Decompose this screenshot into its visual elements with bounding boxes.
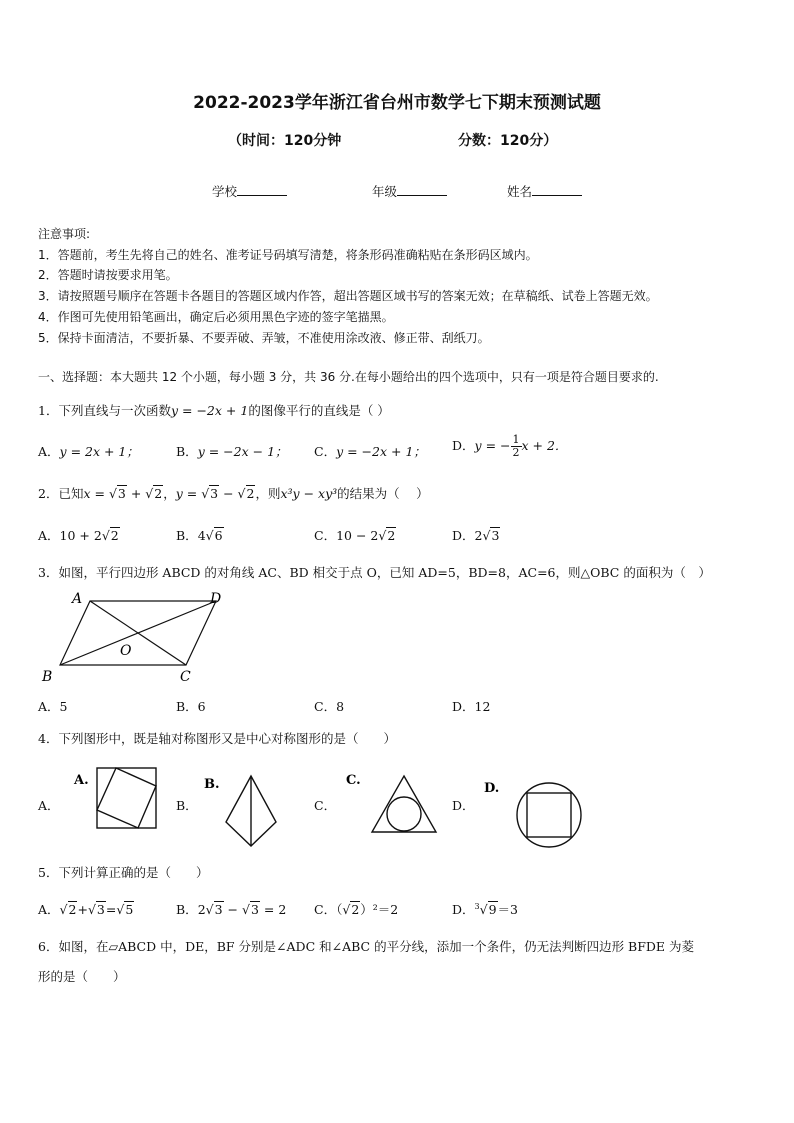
q1-stem: 1．下列直线与一次函数 — [38, 403, 171, 418]
section-heading: 一、选择题：本大题共 12 个小题，每小题 3 分，共 36 分.在每小题给出的四个选项中，只有一项是符合题目要求的. — [38, 370, 659, 384]
q4-option-a: A． — [38, 798, 60, 813]
q3-option-d: D．12 — [452, 699, 491, 714]
notice-item: 5．保持卡面清洁，不要折暴、不要弄破、弄皱，不准使用涂改液、修正带、刮纸刀。 — [38, 331, 490, 345]
q3-option-c: C．8 — [314, 699, 345, 714]
label-c: C — [180, 669, 191, 685]
school-field — [212, 182, 287, 200]
outer-square — [97, 768, 156, 828]
inner-square — [97, 768, 156, 828]
q3-option-a: A．5 — [38, 699, 68, 714]
q2-option-d: D．2√3 — [452, 528, 500, 543]
incircle-shape — [387, 797, 421, 831]
notice-item: 3．请按照题号顺序在答题卡各题目的答题区域内作答，超出答题区域书写的答案无效；在草稿纸、试卷上答题无效。 — [38, 289, 658, 303]
grade-blank — [397, 183, 447, 196]
school-label: 学校 — [212, 184, 238, 199]
triangle-shape — [372, 776, 436, 832]
q2-option-a: A．10 + 2√2 — [38, 528, 119, 543]
score-info: 分数：120分） — [458, 133, 558, 149]
q1-option-a: A．y = 2x + 1； — [38, 444, 139, 459]
figure-b-label: B. — [204, 777, 220, 792]
q1-option-c: C．y = −2x + 1； — [314, 444, 426, 459]
parallelogram-figure — [38, 585, 238, 687]
q5-option-b: B．2√3 − √3 = 2 — [176, 902, 287, 917]
notice-item: 4．作图可先使用铅笔画出，确定后必须用黑色字迹的签字笔描黑。 — [38, 310, 394, 324]
label-o: O — [120, 643, 132, 659]
q4-option-c: C． — [314, 798, 337, 813]
diagonal-bd — [60, 601, 216, 665]
question-1 — [38, 401, 390, 419]
notice-heading: 注意事项: — [38, 227, 91, 241]
q1-d-fraction: $\frac{1}{2}$ — [512, 433, 520, 459]
figure-c-label: C. — [346, 773, 361, 788]
label-b: B — [42, 669, 53, 685]
q5-option-d: D．$^3$√9＝3 — [452, 901, 518, 917]
q2-option-c: C．10 − 2√2 — [314, 528, 396, 543]
figure-a — [70, 762, 170, 834]
question-4: 4．下列图形中，既是轴对称图形又是中心对称图形的是（ ） — [38, 731, 396, 746]
figure-d — [482, 776, 592, 850]
q4-option-d: D． — [452, 798, 475, 813]
question-6: 6．如图，在▱ABCD 中，DE，BF 分别是∠ADC 和∠ABC 的平分线，添加一个条件，仍无法判断四边形 BFDE 为菱 — [38, 939, 695, 954]
figure-d-label: D. — [484, 781, 500, 796]
inscribed-square — [527, 793, 571, 837]
name-blank — [532, 183, 582, 196]
figure-c — [344, 770, 440, 840]
q1-expr: y = −2x + 1 — [170, 403, 249, 418]
figure-a-label: A. — [74, 773, 89, 788]
page-title: 2022-2023学年浙江省台州市数学七下期末预测试题 — [193, 93, 601, 113]
school-blank — [237, 183, 287, 196]
q1-option-b: B．y = −2x − 1； — [176, 444, 288, 459]
notice-item: 1．答题前，考生先将自己的姓名、准考证号码填写清楚，将条形码准确粘贴在条形码区域内。 — [38, 248, 538, 262]
q5-option-c: C．（√2）²＝2 — [314, 902, 399, 917]
q1-option-d: D．y = − $\frac{1}{2}$ x + 2． — [452, 433, 568, 459]
question-5: 5．下列计算正确的是（ ） — [38, 865, 209, 880]
q4-option-b: B． — [176, 798, 198, 813]
question-6-cont: 形的是（ ） — [38, 969, 126, 984]
figure-b — [204, 772, 284, 850]
q1-stem-end: 的图像平行的直线是（ ） — [248, 403, 390, 418]
q3-option-b: B．6 — [176, 699, 206, 714]
label-d: D — [210, 591, 222, 607]
label-a: A — [72, 591, 83, 607]
q5-option-a: A．√2+√3=√5 — [38, 902, 134, 917]
question-2: 2．已知x = √3 + √2，y = √3 − √2，则x³y − xy³的结果为（ ） — [38, 486, 429, 501]
time-info: （时间：120分钟 — [228, 133, 342, 149]
question-3: 3．如图，平行四边形 ABCD 的对角线 AC、BD 相交于点 O，已知 AD=5，BD=8，AC=6，则△OBC 的面积为（ ） — [38, 565, 711, 580]
name-field — [507, 182, 582, 200]
grade-label: 年级 — [372, 184, 398, 199]
notice-item: 2．答题时请按要求用笔。 — [38, 268, 178, 282]
q2-option-b: B．4√6 — [176, 528, 223, 543]
name-label: 姓名 — [507, 184, 533, 199]
grade-field — [372, 182, 447, 200]
